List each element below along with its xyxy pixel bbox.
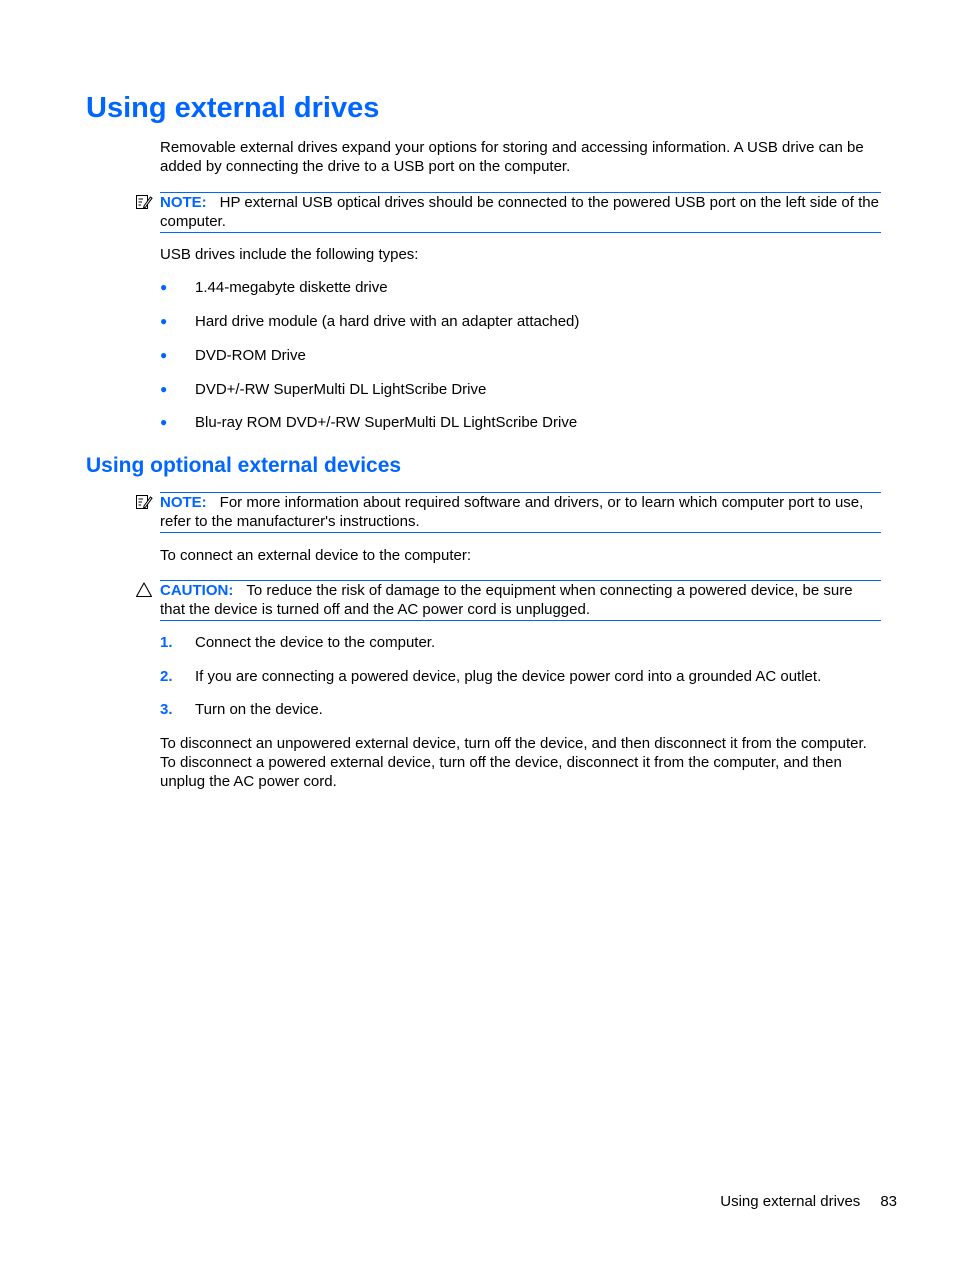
step-number: 1. [160, 634, 173, 651]
note-label: NOTE: [160, 194, 207, 211]
note-body: HP external USB optical drives should be connected to the powered USB port on the left side of the computer. [160, 194, 879, 230]
bullet-icon: ● [160, 382, 168, 396]
note-body: For more information about required software and drivers, or to learn which computer port to use, refer to the manufacturer's instructions. [160, 494, 864, 530]
caution-box [160, 580, 881, 621]
list-item-text: Blu-ray ROM DVD+/-RW SuperMulti DL LightScribe Drive [195, 414, 578, 431]
note-text [160, 493, 881, 531]
disconnect-paragraph: To disconnect an unpowered external device, turn off the device, and then disconnect it from the computer. To disconnect a powered external device, turn off the device, disconnect it from the computer, and then unplug the AC power cord. [160, 735, 867, 790]
note-box-software-drivers [160, 492, 881, 533]
footer-section-title: Using external drives [720, 1193, 861, 1210]
list-item-text: Hard drive module (a hard drive with an adapter attached) [195, 313, 580, 330]
caution-text [160, 581, 881, 619]
bullet-icon: ● [160, 280, 168, 294]
caution-label: CAUTION: [160, 582, 234, 599]
connect-intro: To connect an external device to the computer: [160, 547, 472, 564]
step-text: If you are connecting a powered device, plug the device power cord into a grounded AC outlet. [195, 668, 822, 685]
step-text: Turn on the device. [195, 701, 323, 718]
list-item-text: 1.44-megabyte diskette drive [195, 279, 388, 296]
note-label: NOTE: [160, 494, 207, 511]
types-intro: USB drives include the following types: [160, 246, 419, 263]
note-pencil-icon [135, 493, 153, 511]
intro-paragraph: Removable external drives expand your options for storing and accessing information. A USB drive can be added by connecting the drive to a USB port on the computer. [160, 139, 864, 175]
note-box-usb-optical [160, 192, 881, 233]
list-item-text: DVD+/-RW SuperMulti DL LightScribe Drive [195, 381, 487, 398]
caution-body: To reduce the risk of damage to the equipment when connecting a powered device, be sure that the device is turned off and the AC power cord is unplugged. [160, 582, 853, 618]
step-number: 2. [160, 668, 173, 685]
step-text: Connect the device to the computer. [195, 634, 436, 651]
list-item-text: DVD-ROM Drive [195, 347, 306, 364]
step-number: 3. [160, 701, 173, 718]
section-heading: Using optional external devices [86, 454, 402, 477]
bullet-icon: ● [160, 348, 168, 362]
bullet-icon: ● [160, 415, 168, 429]
page-heading: Using external drives [86, 92, 380, 124]
note-text [160, 193, 881, 231]
page-footer [720, 1192, 897, 1211]
page-number: 83 [880, 1193, 897, 1210]
bullet-icon: ● [160, 314, 168, 328]
note-pencil-icon [135, 193, 153, 211]
caution-triangle-icon [135, 581, 153, 599]
